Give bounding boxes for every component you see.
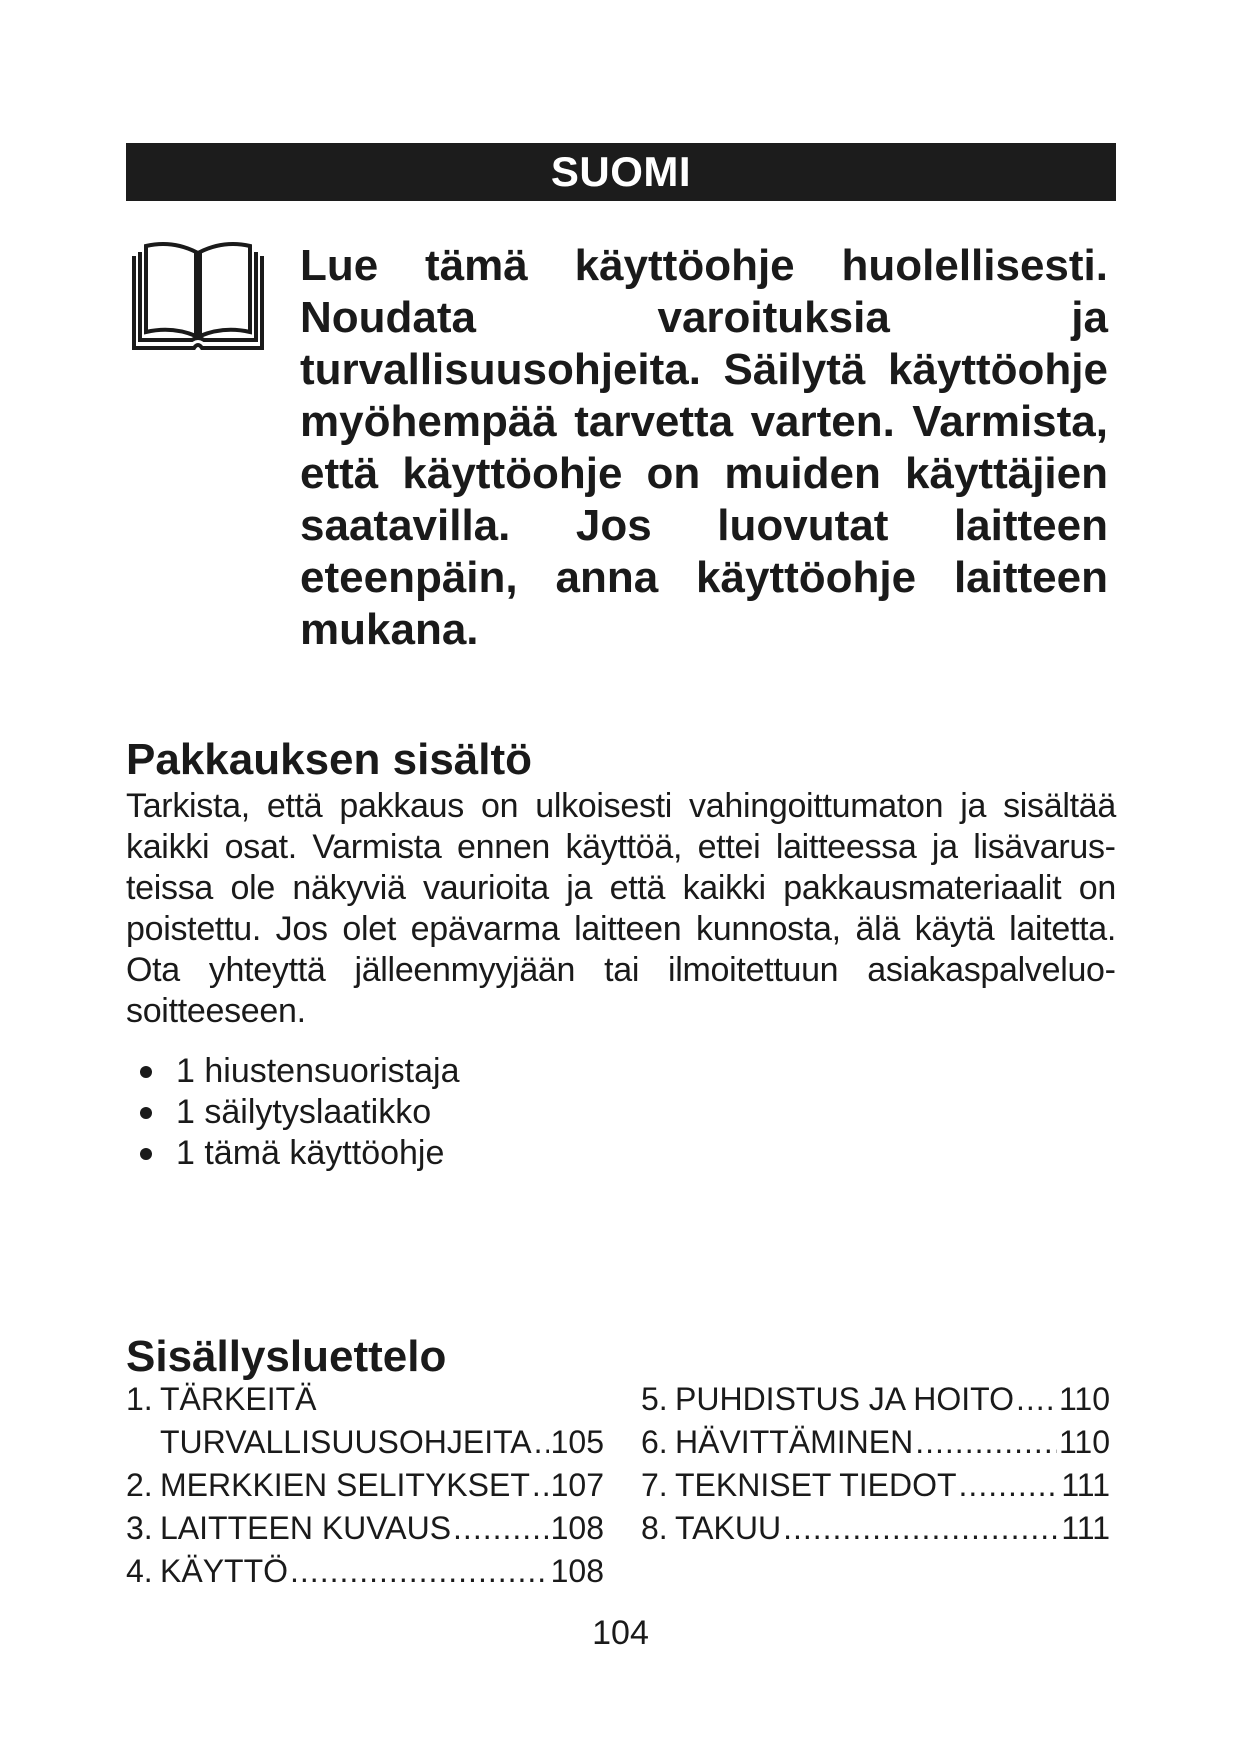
toc-left-column — [126, 1378, 604, 1593]
toc-entry-number: 2. — [126, 1467, 153, 1503]
list-item — [126, 1133, 460, 1174]
toc-leader-dots — [959, 1464, 1060, 1507]
toc-entry[interactable] — [641, 1421, 1110, 1464]
page-number: 104 — [592, 1614, 649, 1652]
toc-entry[interactable] — [641, 1378, 1110, 1421]
toc-entry[interactable] — [126, 1550, 604, 1593]
toc-entry-number: 5. — [641, 1381, 668, 1417]
toc-entry-label: HÄVITTÄMINEN — [675, 1424, 914, 1460]
toc-entry[interactable] — [126, 1507, 604, 1550]
language-header: SUOMI — [126, 143, 1116, 201]
toc-leader-dots — [532, 1464, 549, 1507]
toc-entry-number: 8. — [641, 1510, 668, 1546]
toc-entry[interactable] — [126, 1421, 604, 1464]
package-contents-body: Tarkista, että pakkaus on ulkoisesti vahingoittumaton ja sisältää kaikki osat. Varmista ennen käyttöä, ettei laitteessa ja lisävarusteissa ole näkyviä vaurioita ja että kaikki pakkausmateriaalit on poistettu. Jos olet epävarma laitteen kunnosta, älä käytä laitetta. Ota yhteyttä jälleenmyyjään tai ilmoitettuun asiakaspalveluosoitteeseen. — [126, 787, 1116, 1030]
toc-entry-label: TURVALLISUUSOHJEITA — [160, 1424, 532, 1460]
toc-entry-page: 105 — [550, 1424, 604, 1460]
toc-entry-number: 6. — [641, 1424, 668, 1460]
intro-text: Lue tämä käyttöohje huolellisesti. Noudata varoituksia ja turvallisuusohjeita. Säilytä käyttöohje myöhempää tarvetta varten. Varmista, että käyttöohje on muiden käyttäjien saatavilla. Jos luovutat laitteen eteenpäin, anna käyttöohje laitteen mukana. — [300, 241, 1108, 654]
list-item — [126, 1092, 460, 1133]
toc-entry-page: 111 — [1061, 1510, 1110, 1546]
toc-entry-number: 1. — [126, 1381, 153, 1417]
toc-entry-page: 110 — [1058, 1424, 1110, 1460]
package-contents-list — [126, 1051, 460, 1174]
toc-entry-label: TAKUU — [675, 1510, 782, 1546]
toc-entry-page: 108 — [550, 1553, 604, 1589]
toc-entry-page: 108 — [550, 1510, 604, 1546]
book-icon — [130, 236, 266, 354]
toc-entry-label: TEKNISET TIEDOT — [675, 1467, 957, 1503]
toc-leader-dots — [453, 1507, 549, 1550]
toc-entry-number: 4. — [126, 1553, 153, 1589]
toc-entry-label: PUHDISTUS JA HOITO — [675, 1381, 1015, 1417]
toc-entry-label: LAITTEEN KUVAUS — [160, 1510, 452, 1546]
toc-entry-page: 111 — [1061, 1467, 1110, 1503]
toc-entry[interactable] — [126, 1378, 604, 1421]
toc-entry[interactable] — [641, 1464, 1110, 1507]
toc-leader-dots — [290, 1550, 549, 1593]
toc-entry-number: 3. — [126, 1510, 153, 1546]
list-item-label: 1 hiustensuoristaja — [176, 1052, 460, 1090]
toc-entry-label: KÄYTTÖ — [160, 1553, 289, 1589]
toc-leader-dots — [783, 1507, 1059, 1550]
list-item — [126, 1051, 460, 1092]
list-item-label: 1 tämä käyttöohje — [176, 1134, 445, 1172]
bullet-icon — [140, 1107, 152, 1119]
toc-entry[interactable] — [641, 1507, 1110, 1550]
toc-entry-page: 107 — [550, 1467, 604, 1503]
toc-entry-number: 7. — [641, 1467, 668, 1503]
toc-leader-dots — [915, 1421, 1057, 1464]
bullet-icon — [140, 1066, 152, 1078]
package-contents-title: Pakkauksen sisältö — [126, 735, 533, 784]
table-of-contents-title: Sisällysluettelo — [126, 1332, 447, 1381]
toc-leader-dots — [534, 1421, 549, 1464]
toc-entry-label: MERKKIEN SELITYKSET — [160, 1467, 530, 1503]
bullet-icon — [140, 1148, 152, 1160]
toc-entry[interactable] — [126, 1464, 604, 1507]
toc-leader-dots — [1016, 1378, 1057, 1421]
list-item-label: 1 säilytyslaatikko — [176, 1093, 432, 1131]
toc-entry-page: 110 — [1058, 1381, 1110, 1417]
toc-entry-label: TÄRKEITÄ — [160, 1381, 317, 1417]
toc-right-column — [641, 1378, 1110, 1550]
